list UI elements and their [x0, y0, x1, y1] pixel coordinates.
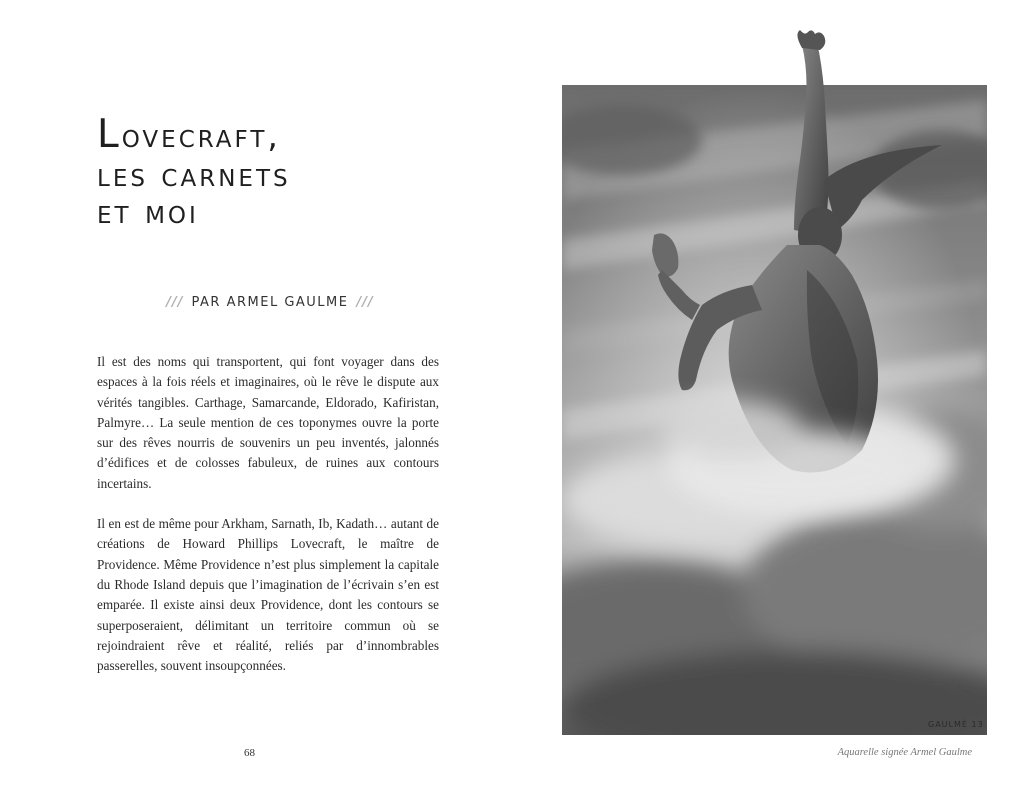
paragraph-2: Il en est de même pour Arkham, Sarnath, Ib, Kadath… autant de créations de Howard Phillips Lovecraft, le maître de Providence. Même Providence n’est plus simplement la capitale du Rhode Island depuis que l’imagination de l’écrivain s’en est emparée. Il existe ainsi deux Providence, dont les contours se superposeraient, délimitant un territoire commun où se rejoindraient rêve et réalité, reliés par d’innombrables passerelles, souvent insoupçonnées. [97, 516, 439, 674]
title-line-1-capital: L [97, 112, 122, 157]
author-byline [100, 295, 440, 310]
byline-decoration-left: /// [166, 295, 184, 310]
title-line-1 [97, 113, 457, 157]
chapter-title [97, 113, 457, 231]
title-line-1-text: ovecraft, [121, 116, 281, 155]
right-page [512, 0, 1024, 789]
page-number: 68 [244, 747, 255, 759]
body-text [97, 352, 439, 696]
watercolor-figure-in-clouds [562, 30, 987, 735]
title-line-3-text: et moi [97, 191, 199, 231]
watercolor-illustration [562, 30, 987, 735]
byline-text: PAR ARMEL GAULME [191, 295, 349, 310]
byline-decoration-right: /// [356, 295, 374, 310]
image-caption: Aquarelle signée Armel Gaulme [837, 747, 972, 758]
title-line-3 [97, 191, 457, 231]
title-line-2 [97, 154, 457, 194]
artwork-signature: GAULMÉ 13 [928, 720, 984, 729]
paragraph-1: Il est des noms qui transportent, qui font voyager dans des espaces à la fois réels et imaginaires, où le rêve le dispute aux vérités tangibles. Carthage, Samarcande, Eldorado, Kafiristan, Palmyre… La seule mention de ces toponymes ouvre la porte sur des rêves nourris de souvenirs un peu inventés, jalonnés d’édifices et de colosses fabuleux, de ruines aux contours incertains. [97, 354, 439, 491]
title-line-2-text: les carnets [97, 154, 291, 194]
